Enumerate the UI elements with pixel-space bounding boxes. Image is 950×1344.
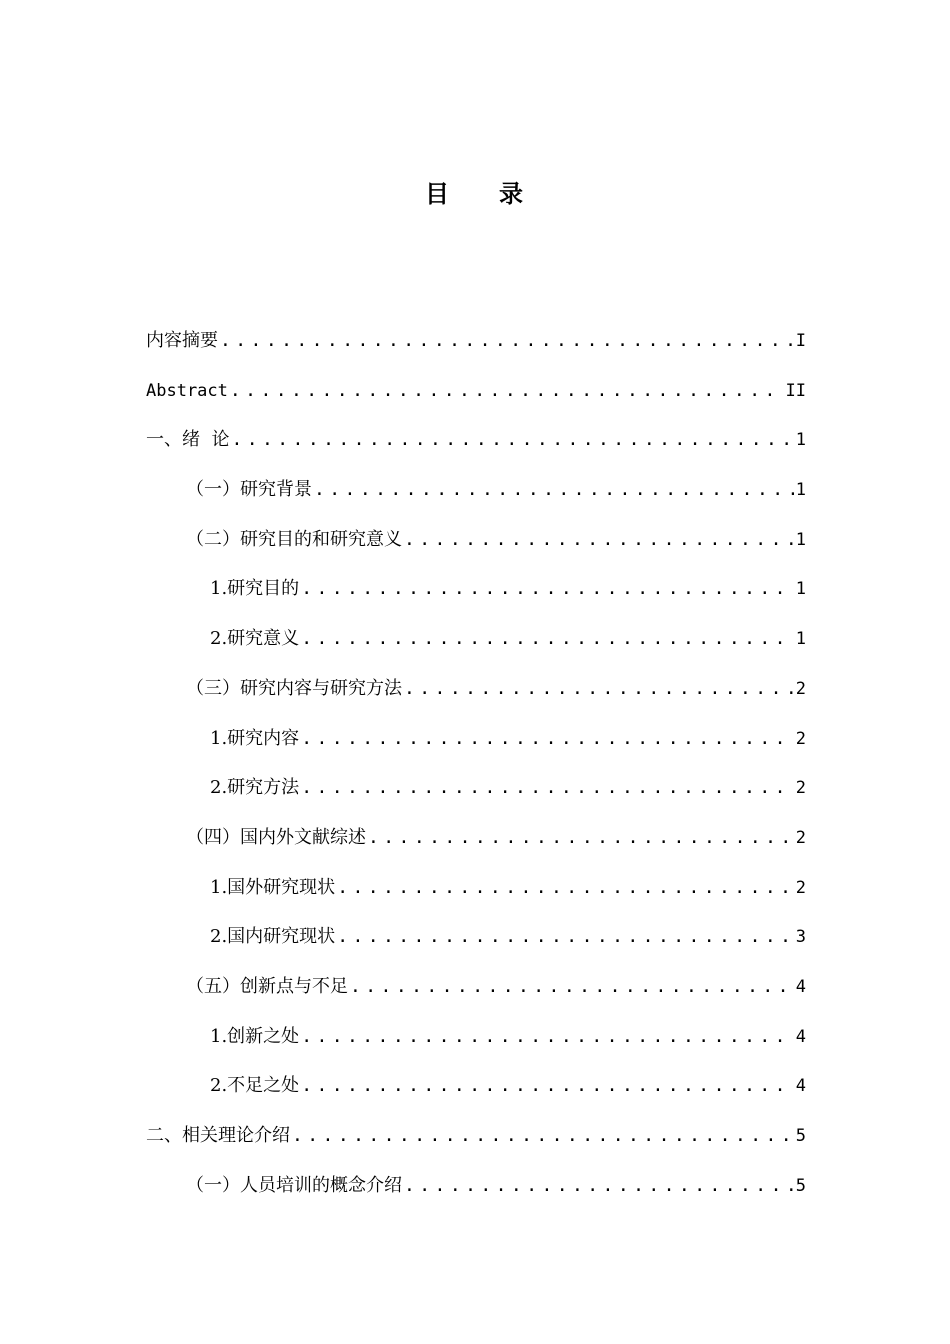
toc-entry[interactable] — [146, 674, 806, 724]
toc-entry[interactable] — [146, 873, 806, 923]
toc-entry-page: II — [785, 380, 806, 401]
toc-entry-page: 3 — [795, 927, 806, 948]
toc-entry-page: 2 — [795, 728, 806, 749]
toc-entry-label: （一）研究背景 — [186, 479, 312, 501]
toc-entry[interactable] — [146, 724, 806, 774]
toc-entry-label: 内容摘要 — [146, 330, 218, 351]
toc-entry-label: 2.国内研究现状 — [210, 926, 336, 948]
toc-entry-page: 5 — [795, 1126, 806, 1146]
toc-dot-leader — [301, 724, 794, 754]
toc-entry-label: 二、相关理论介绍 — [146, 1125, 290, 1146]
toc-entry-label: （二）研究目的和研究意义 — [186, 528, 402, 550]
toc-dot-leader — [337, 873, 794, 903]
toc-dot-leader — [301, 574, 794, 604]
toc-entry-label: Abstract — [146, 380, 228, 401]
toc-entry-label: 1.研究目的 — [210, 578, 300, 600]
toc-entry[interactable] — [146, 574, 806, 624]
toc-entry[interactable] — [146, 922, 806, 972]
toc-entry-page: I — [795, 331, 806, 351]
toc-entry-label: 2.不足之处 — [210, 1075, 300, 1097]
toc-entry-page: 1 — [795, 430, 806, 451]
page-title — [0, 174, 950, 209]
toc-dot-leader — [301, 773, 794, 803]
toc-entry-label: 2.研究意义 — [210, 628, 300, 650]
toc-entry-label: 1.研究内容 — [210, 727, 300, 749]
toc-dot-leader — [368, 823, 794, 853]
toc-dot-leader — [314, 475, 794, 505]
toc-entry-label: 一、绪 论 — [146, 429, 230, 451]
toc-entry-label: （五）创新点与不足 — [186, 975, 348, 997]
toc-dot-leader — [292, 1121, 794, 1151]
toc-dot-leader — [301, 1071, 794, 1101]
toc-dot-leader — [404, 525, 794, 555]
toc-dot-leader — [230, 376, 784, 406]
toc-entry[interactable] — [146, 624, 806, 674]
toc-entry-page: 4 — [795, 976, 806, 997]
toc-entry-label: （一）人员培训的概念介绍 — [186, 1174, 402, 1196]
toc-entry[interactable] — [146, 773, 806, 823]
toc-dot-leader — [301, 624, 794, 654]
toc-entry-label: 2.研究方法 — [210, 777, 300, 799]
toc-entry[interactable] — [146, 425, 806, 475]
toc-entry[interactable] — [146, 376, 806, 426]
toc-dot-leader — [350, 972, 794, 1002]
toc-entry[interactable] — [146, 823, 806, 873]
toc-entry-page: 2 — [795, 827, 806, 848]
title-char-2: 录 — [499, 180, 525, 208]
toc-entry[interactable] — [146, 1022, 806, 1072]
toc-entry-page: 1 — [795, 629, 806, 650]
toc-entry-page: 1 — [795, 529, 806, 550]
toc-entry-page: 2 — [795, 877, 806, 898]
table-of-contents — [146, 326, 806, 1220]
toc-entry[interactable] — [146, 1121, 806, 1171]
toc-entry-label: （四）国内外文献综述 — [186, 826, 366, 848]
toc-entry-page: 2 — [795, 678, 806, 699]
toc-entry-page: 1 — [795, 579, 806, 600]
toc-dot-leader — [404, 674, 794, 704]
toc-entry[interactable] — [146, 475, 806, 525]
toc-entry-page: 4 — [795, 1026, 806, 1047]
toc-entry-page: 5 — [795, 1175, 806, 1196]
toc-entry-page: 4 — [795, 1076, 806, 1097]
toc-dot-leader — [404, 1171, 794, 1201]
toc-entry[interactable] — [146, 326, 806, 376]
toc-entry-label: 1.国外研究现状 — [210, 876, 336, 898]
toc-entry-label: 1.创新之处 — [210, 1025, 300, 1047]
toc-entry[interactable] — [146, 525, 806, 575]
toc-dot-leader — [301, 1022, 794, 1052]
title-char-1: 目 — [425, 180, 451, 208]
toc-entry-page: 2 — [795, 778, 806, 799]
toc-entry-page: 1 — [795, 480, 806, 501]
toc-entry[interactable] — [146, 972, 806, 1022]
toc-entry[interactable] — [146, 1071, 806, 1121]
toc-dot-leader — [337, 922, 794, 952]
toc-dot-leader — [231, 425, 793, 455]
toc-entry-label: （三）研究内容与研究方法 — [186, 677, 402, 699]
toc-entry[interactable] — [146, 1171, 806, 1221]
toc-dot-leader — [220, 326, 794, 356]
